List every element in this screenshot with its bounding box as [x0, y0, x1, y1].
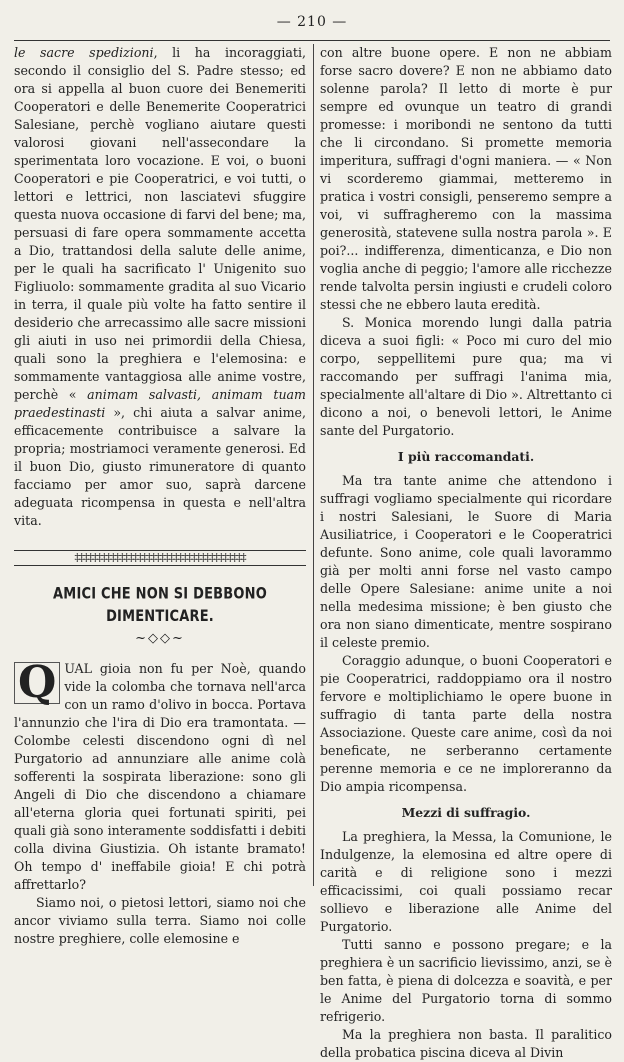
left-paragraph-1-run: le sacre spedizioni [14, 45, 154, 60]
article-heading: AMICI CHE NON SI DEBBONO DIMENTICARE. [53, 584, 267, 626]
top-rule [14, 40, 610, 41]
left-paragraph-2-text: UAL gioia non fu per Noè, quando vide la colomba che tornava nell'arca con un ramo d'olivo in bocca. Portava l'annunzio che l'ira di Dio era tramontata. — Colombe celesti discendono ogni dì nel Purgatorio ad annunziare alle anime colà sofferenti la sospirata liberazione: sono gli Angeli di Dio che discendono a chiamare all'eterna gloria quei fortunati spiriti, pei quali già sono interamente soddisfatti i debiti colla divina Giustizia. Oh istante bramato! Oh tempo d' ineffabile gioia! E chi potrà affrettarlo? [14, 661, 306, 892]
left-paragraph-3: Siamo noi, o pietosi lettori, siamo noi che ancor viviamo sulla terra. Siamo noi colle nostre preghiere, colle elemosine e [14, 895, 306, 946]
left-paragraph-1-run: animam salvasti, animam tuam praedestinasti [14, 387, 306, 420]
drop-cap: Q [14, 662, 60, 704]
heading-flourish: ~◇◇~ [135, 631, 185, 646]
right-column [320, 44, 612, 1062]
left-paragraph-2 [14, 657, 306, 894]
left-paragraph-1-run: », chi aiuta a salvar anime, efficacemente contribuisce a salvare la propria; mostriamoci veramente generosi. Ed il buon Dio, giusto rimuneratore di quanto facciamo per amor suo, saprà darcene adeguata ricompensa in questa e nell'altra vita. [14, 405, 306, 528]
left-paragraph-1-run: , li ha incoraggiati, secondo il consiglio del S. Padre stesso; ed ora si appella al buon cuore dei Benemeriti Cooperatori e delle Benemerite Cooperatrici Salesiane, perchè vogliano aiutare questi valorosi giovani nell'assecondare la sperimentata loro vocazione. E voi, o buoni Cooperatori e pie Cooperatrici, e voi tutti, o lettori e lettrici, non lasciatevi sfuggire questa nuova occasione di farvi del bene; ma, persuasi di fare opera sommamente accetta a Dio, trattandosi della salute delle anime, per le quali ha sacrificato l' Unigenito suo Figliuolo: sommamente gradita al suo Vicario in terra, il quale più volte ha fatto sentire il desiderio che arrecassimo alle sacre missioni gli aiuti in uso nei primordii della Chiesa, quali sono la preghiera e l'elemosina: e sommamente vantaggiosa alle anime vostre, perchè « [14, 45, 306, 402]
left-column [14, 44, 306, 948]
column-divider [313, 44, 314, 886]
right-paragraph-5: La preghiera, la Messa, la Comunione, le Indulgenze, la elemosina ed altre opere di carità e di religione sono i mezzi efficacissimi, coi quali possiamo recar sollievo e liberazione alle Anime del Purgatorio. [320, 829, 612, 934]
right-paragraph-6: Tutti sanno e possono pregare; e la preghiera è un sacrificio lievissimo, anzi, se è ben fatta, è piena di dolcezza e soavità, e per le Anime del Purgatorio torna di sommo refrigerio. [320, 937, 612, 1024]
right-paragraph-1: con altre buone opere. E non ne abbiam forse sacro dovere? E non ne abbiamo dato solenne parola? Il letto di morte è pur sempre ed ovunque un teatro di grandi promesse: i moribondi ne sentono da tutti che li circondano. Si promette memoria imperitura, suffragi d'ogni maniera. — « Non vi scorderemo giammai, metteremo in pratica i vostri consigli, penseremo sempre a voi, vi suffragheremo con la massima generosità, statevene sulla nostra parola ». E poi?... indifferenza, dimenticanza, e Dio non voglia anche di peggio; l'amore alle ricchezze rende talvolta persin ingiusti e crudeli coloro stessi che ne ebbero lauta eredità. [320, 45, 612, 312]
right-paragraph-3: Ma tra tante anime che attendono i suffragi vogliamo specialmente qui ricordare i nostri Salesiani, le Suore di Maria Ausiliatrice, i Cooperatori e le Cooperatrici defunte. Sono anime, cole quali lavorammo già per molti anni forse nel vasto campo delle Opere Salesiane: anime unite a noi nella medesima missione; è ben giusto che ora non siano dimenticate, mentre sospirano il celeste premio. [320, 473, 612, 650]
subheading-mezzi: Mezzi di suffragio. [401, 805, 531, 820]
subheading-raccomandati: I più raccomandati. [397, 449, 535, 464]
left-paragraph-1 [14, 44, 306, 530]
page-number: — 210 — [276, 14, 348, 30]
right-paragraph-4: Coraggio adunque, o buoni Cooperatori e pie Cooperatrici, raddoppiamo ora il nostro fervore e moltiplichiamo le opere buone in suffragio di tanta parte della nostra Associazione. Queste care anime, così da noi beneficate, ne serberanno certamente perenne memoria e ce ne imploreranno da Dio ampia ricompensa. [320, 653, 612, 794]
ornament-divider: ‡‡‡‡‡‡‡‡‡‡‡‡‡‡‡‡‡‡‡‡‡‡‡‡‡‡‡‡‡‡‡‡‡‡‡‡‡‡ [14, 550, 306, 566]
right-paragraph-2: S. Monica morendo lungi dalla patria diceva a suoi figli: « Poco mi curo del mio corpo, seppellitemi pure qua; ma vi raccomando per suffragi l'anima mia, specialmente all'altare di Dio ». Altrettanto ci dicono a noi, o benevoli lettori, le Anime sante del Purgatorio. [320, 315, 612, 438]
right-paragraph-7: Ma la preghiera non basta. Il paralitico della probatica piscina diceva al Divin [320, 1027, 612, 1060]
